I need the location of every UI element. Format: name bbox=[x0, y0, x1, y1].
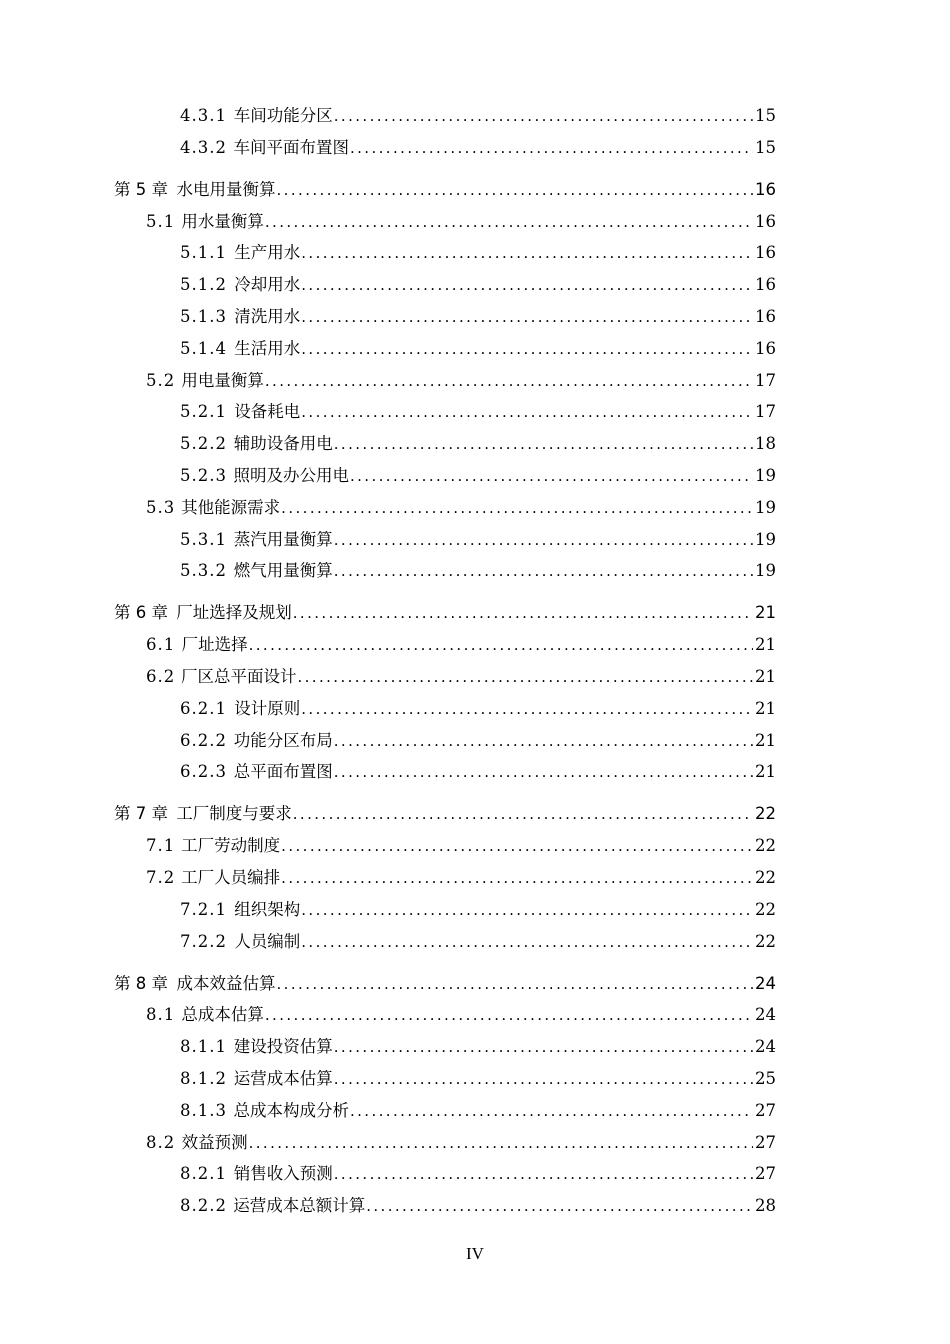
toc-entry-page-number: 16 bbox=[755, 211, 776, 231]
toc-entry-title: 厂址选择及规划 bbox=[176, 603, 292, 623]
toc-entry-title: 辅助设备用电 bbox=[233, 434, 333, 454]
toc-dot-leader bbox=[333, 726, 753, 756]
toc-entry-number: 4.3.1 bbox=[180, 106, 227, 125]
toc-dot-leader bbox=[264, 1000, 753, 1030]
toc-dot-leader bbox=[280, 493, 753, 523]
toc-entry-page-number: 22 bbox=[755, 899, 776, 919]
toc-entry-number: 5.3.1 bbox=[180, 529, 227, 549]
toc-dot-leader bbox=[264, 207, 753, 237]
toc-entry-page-number: 19 bbox=[755, 529, 776, 549]
toc-entry-number: 8.1.2 bbox=[180, 1069, 227, 1088]
toc-dot-leader bbox=[276, 969, 753, 999]
toc-section-entry[interactable] bbox=[146, 863, 776, 893]
toc-subsection-entry[interactable] bbox=[180, 133, 776, 163]
toc-chapter-entry[interactable] bbox=[114, 799, 776, 829]
toc-dot-leader bbox=[333, 429, 753, 459]
toc-subsection-entry[interactable] bbox=[180, 726, 776, 756]
toc-entry-number: 8.1.1 bbox=[180, 1037, 227, 1057]
toc-entry-title: 照明及办公用电 bbox=[233, 466, 349, 485]
toc-entry-title: 燃气用量衡算 bbox=[233, 561, 333, 581]
toc-entry-page-number: 16 bbox=[755, 338, 776, 358]
toc-entry-page-number: 16 bbox=[755, 243, 776, 263]
toc-entry-page-number: 22 bbox=[755, 868, 776, 887]
toc-entry-page-number: 19 bbox=[755, 561, 776, 581]
toc-entry-page-number: 22 bbox=[755, 804, 776, 824]
toc-entry-number: 8.1.3 bbox=[180, 1100, 227, 1120]
toc-dot-leader bbox=[333, 1032, 753, 1062]
toc-section-entry[interactable] bbox=[146, 366, 776, 396]
toc-entry-page-number: 21 bbox=[755, 603, 776, 623]
toc-dot-leader bbox=[264, 366, 753, 396]
toc-entry-title: 车间功能分区 bbox=[233, 106, 333, 125]
toc-dot-leader bbox=[300, 238, 753, 268]
toc-entry-page-number: 22 bbox=[755, 931, 776, 951]
toc-subsection-entry[interactable] bbox=[180, 694, 776, 724]
toc-entry-page-number: 28 bbox=[755, 1196, 776, 1216]
toc-entry-number: 6.1 bbox=[146, 635, 176, 655]
toc-subsection-entry[interactable] bbox=[180, 757, 776, 787]
toc-entry-title: 生产用水 bbox=[234, 243, 301, 263]
toc-subsection-entry[interactable] bbox=[180, 461, 776, 491]
toc-subsection-entry[interactable] bbox=[180, 101, 776, 131]
toc-entry-title: 功能分区布局 bbox=[233, 730, 333, 750]
toc-entry-page-number: 27 bbox=[755, 1164, 776, 1184]
toc-entry-page-number: 21 bbox=[755, 698, 776, 718]
toc-entry-title: 运营成本总额计算 bbox=[233, 1196, 366, 1216]
toc-entry-title: 清洗用水 bbox=[234, 307, 301, 326]
toc-dot-leader bbox=[333, 556, 753, 586]
toc-dot-leader bbox=[292, 799, 753, 829]
toc-subsection-entry[interactable] bbox=[180, 334, 776, 364]
toc-dot-leader bbox=[292, 598, 753, 628]
toc-entry-number: 5.1.4 bbox=[180, 338, 227, 358]
toc-entry-title: 效益预测 bbox=[181, 1132, 248, 1152]
toc-entry-title: 工厂劳动制度 bbox=[181, 836, 281, 856]
toc-entry-page-number: 17 bbox=[755, 402, 776, 422]
toc-entry-number: 8.2 bbox=[146, 1132, 176, 1152]
toc-dot-leader bbox=[349, 461, 753, 491]
toc-entry-title: 工厂人员编排 bbox=[181, 868, 281, 887]
toc-entry-title: 冷却用水 bbox=[234, 275, 301, 295]
toc-entry-number: 5.1.2 bbox=[180, 275, 227, 295]
toc-entry-title: 人员编制 bbox=[234, 931, 301, 951]
toc-entry-number: 5.3.2 bbox=[180, 561, 227, 581]
toc-subsection-entry[interactable] bbox=[180, 270, 776, 300]
toc-entry-number: 8.2.2 bbox=[180, 1196, 227, 1216]
toc-entry-title: 用电量衡算 bbox=[181, 370, 264, 390]
toc-entry-page-number: 16 bbox=[755, 179, 776, 199]
toc-entry-number: 7.2.2 bbox=[180, 931, 227, 951]
toc-subsection-entry[interactable] bbox=[180, 1032, 776, 1062]
toc-entry-title: 组织架构 bbox=[234, 899, 301, 919]
toc-entry-number: 4.3.2 bbox=[180, 137, 227, 157]
toc-entry-page-number: 21 bbox=[755, 635, 776, 655]
toc-section-entry[interactable] bbox=[146, 493, 776, 523]
toc-chapter-entry[interactable] bbox=[114, 598, 776, 628]
toc-entry-page-number: 19 bbox=[755, 466, 776, 485]
toc-entry-number: 6.2.2 bbox=[180, 730, 227, 750]
toc-entry-page-number: 22 bbox=[755, 836, 776, 856]
toc-entry-number: 5.1.1 bbox=[180, 243, 227, 263]
toc-entry-title: 水电用量衡算 bbox=[176, 179, 276, 199]
toc-entry-number: 第 7 章 bbox=[114, 804, 168, 824]
toc-entry-page-number: 15 bbox=[755, 106, 776, 125]
toc-subsection-entry[interactable] bbox=[180, 927, 776, 957]
toc-entry-number: 5.2.3 bbox=[180, 466, 227, 485]
toc-subsection-entry[interactable] bbox=[180, 397, 776, 427]
toc-dot-leader bbox=[300, 334, 753, 364]
toc-dot-leader bbox=[248, 1128, 753, 1158]
toc-chapter-entry[interactable] bbox=[114, 969, 776, 999]
toc-entry-title: 设计原则 bbox=[234, 698, 301, 718]
toc-dot-leader bbox=[280, 863, 753, 893]
toc-entry-page-number: 25 bbox=[755, 1069, 776, 1088]
toc-entry-title: 总成本估算 bbox=[181, 1005, 264, 1025]
toc-dot-leader bbox=[333, 525, 753, 555]
toc-subsection-entry[interactable] bbox=[180, 1191, 776, 1221]
toc-dot-leader bbox=[300, 927, 753, 957]
toc-dot-leader bbox=[280, 831, 753, 861]
toc-subsection-entry[interactable] bbox=[180, 895, 776, 925]
toc-entry-title: 厂址选择 bbox=[181, 635, 248, 655]
toc-entry-page-number: 17 bbox=[755, 370, 776, 390]
toc-subsection-entry[interactable] bbox=[180, 525, 776, 555]
toc-dot-leader bbox=[296, 662, 753, 692]
toc-entry-page-number: 27 bbox=[755, 1100, 776, 1120]
toc-dot-leader bbox=[300, 270, 753, 300]
toc-dot-leader bbox=[333, 1159, 753, 1189]
toc-entry-page-number: 18 bbox=[755, 434, 776, 454]
toc-entry-number: 7.2.1 bbox=[180, 899, 227, 919]
toc-entry-page-number: 16 bbox=[755, 275, 776, 295]
toc-dot-leader bbox=[300, 302, 753, 332]
toc-subsection-entry[interactable] bbox=[180, 1096, 776, 1126]
toc-dot-leader bbox=[333, 757, 753, 787]
toc-entry-page-number: 21 bbox=[755, 667, 776, 686]
toc-chapter-entry[interactable] bbox=[114, 175, 776, 205]
toc-entry-page-number: 19 bbox=[755, 497, 776, 517]
toc-entry-number: 7.2 bbox=[146, 868, 176, 887]
toc-dot-leader bbox=[300, 397, 753, 427]
toc-section-entry[interactable] bbox=[146, 1000, 776, 1030]
toc-entry-number: 6.2.3 bbox=[180, 762, 227, 782]
toc-entry-number: 7.1 bbox=[146, 836, 176, 856]
toc-entry-title: 厂区总平面设计 bbox=[180, 667, 297, 686]
toc-dot-leader bbox=[276, 175, 753, 205]
toc-entry-page-number: 24 bbox=[755, 973, 776, 993]
toc-subsection-entry[interactable] bbox=[180, 302, 776, 332]
toc-entry-title: 建设投资估算 bbox=[233, 1037, 333, 1057]
toc-subsection-entry[interactable] bbox=[180, 1159, 776, 1189]
toc-entry-number: 6.2.1 bbox=[180, 698, 227, 718]
toc-entry-title: 总平面布置图 bbox=[233, 762, 333, 782]
toc-entry-page-number: 21 bbox=[755, 762, 776, 782]
toc-entry-number: 5.2 bbox=[146, 370, 176, 390]
toc-entry-number: 5.1.3 bbox=[180, 307, 227, 326]
toc-dot-leader bbox=[333, 1064, 753, 1094]
toc-entry-page-number: 16 bbox=[755, 307, 776, 326]
toc-entry-number: 第 5 章 bbox=[114, 179, 168, 199]
toc-entry-number: 5.2.1 bbox=[180, 402, 227, 422]
toc-entry-number: 8.2.1 bbox=[180, 1164, 227, 1184]
toc-entry-title: 蒸汽用量衡算 bbox=[233, 529, 333, 549]
toc-dot-leader bbox=[300, 895, 753, 925]
toc-dot-leader bbox=[248, 630, 753, 660]
toc-entry-title: 工厂制度与要求 bbox=[176, 804, 292, 824]
toc-section-entry[interactable] bbox=[146, 831, 776, 861]
toc-entry-title: 设备耗电 bbox=[234, 402, 301, 422]
toc-entry-number: 5.3 bbox=[146, 497, 176, 517]
toc-entry-number: 8.1 bbox=[146, 1005, 176, 1025]
toc-entry-number: 5.1 bbox=[146, 211, 176, 231]
toc-entry-title: 车间平面布置图 bbox=[233, 137, 349, 157]
toc-entry-page-number: 21 bbox=[755, 730, 776, 750]
toc-dot-leader bbox=[333, 101, 753, 131]
toc-entry-page-number: 15 bbox=[755, 137, 776, 157]
toc-subsection-entry[interactable] bbox=[180, 238, 776, 268]
toc-dot-leader bbox=[349, 133, 753, 163]
toc-section-entry[interactable] bbox=[146, 207, 776, 237]
toc-section-entry[interactable] bbox=[146, 662, 776, 692]
toc-entry-title: 用水量衡算 bbox=[181, 211, 264, 231]
toc-entry-page-number: 24 bbox=[755, 1005, 776, 1025]
toc-entry-number: 5.2.2 bbox=[180, 434, 227, 454]
toc-entry-page-number: 27 bbox=[755, 1132, 776, 1152]
toc-entry-number: 第 6 章 bbox=[114, 603, 168, 623]
toc-entry-page-number: 24 bbox=[755, 1037, 776, 1057]
toc-entry-title: 生活用水 bbox=[234, 338, 301, 358]
toc-dot-leader bbox=[365, 1191, 753, 1221]
page-footer-number: IV bbox=[466, 1244, 484, 1263]
toc-entry-title: 其他能源需求 bbox=[181, 497, 281, 517]
toc-entry-title: 成本效益估算 bbox=[176, 973, 276, 993]
toc-entry-number: 第 8 章 bbox=[114, 973, 168, 993]
toc-dot-leader bbox=[300, 694, 753, 724]
toc-section-entry[interactable] bbox=[146, 1128, 776, 1158]
toc-subsection-entry[interactable] bbox=[180, 556, 776, 586]
toc-dot-leader bbox=[349, 1096, 753, 1126]
toc-entry-title: 总成本构成分析 bbox=[233, 1100, 349, 1120]
toc-subsection-entry[interactable] bbox=[180, 429, 776, 459]
toc-section-entry[interactable] bbox=[146, 630, 776, 660]
toc-entry-number: 6.2 bbox=[146, 667, 176, 686]
toc-entry-title: 销售收入预测 bbox=[233, 1164, 333, 1184]
toc-entry-title: 运营成本估算 bbox=[233, 1069, 333, 1088]
toc-subsection-entry[interactable] bbox=[180, 1064, 776, 1094]
